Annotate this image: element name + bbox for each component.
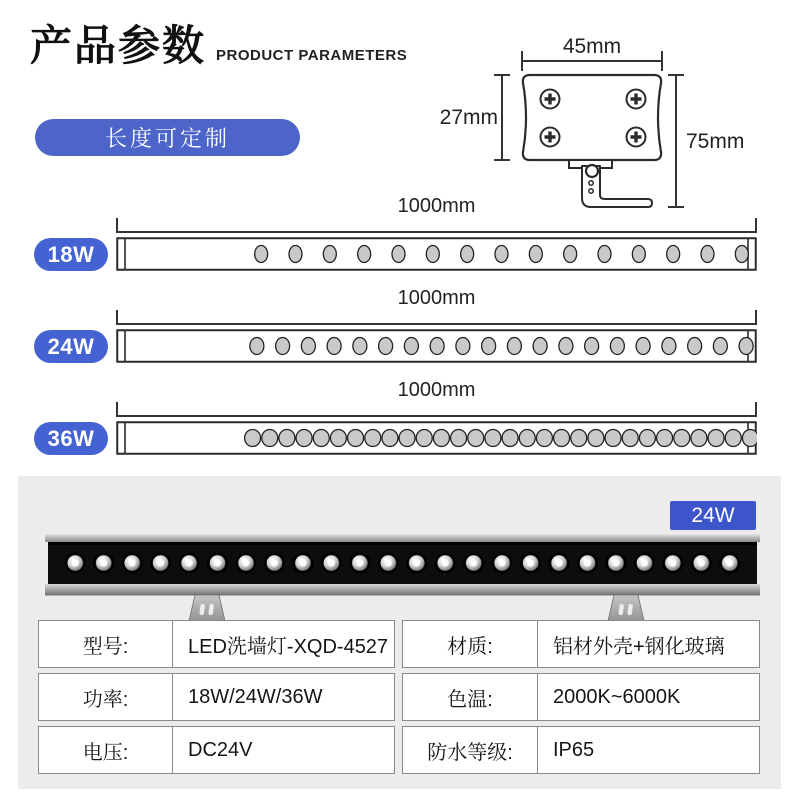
table-row [38,620,395,668]
pivot-joint [586,165,598,177]
photo-wattage-badge: 24W [670,501,756,530]
spec-label-power: 功率: [39,674,173,720]
spec-label-waterproof: 防水等级: [403,727,538,773]
page-title: 产品参数 [30,22,207,69]
spec-value-power: 18W/24W/36W [188,685,323,708]
photo-bottom-rail [45,584,760,594]
spec-value-voltage: DC24V [188,738,253,761]
led-bar-diagram-18w [116,237,757,271]
spec-value-model: LED洗墙灯-XQD-4527 [188,635,389,658]
body-height-dimension-label: 27mm [440,106,498,129]
dimension-line [116,218,757,233]
wattage-badge-24w: 24W [34,330,108,363]
length-dimension-18w [116,195,757,233]
length-customizable-pill: 长度可定制 [35,119,300,156]
header [30,22,407,70]
spec-table-right [402,620,760,779]
length-label: 1000mm [397,287,476,309]
wattage-badge-36w: 36W [34,422,108,455]
total-height-dimension-line [668,75,684,207]
spec-label-color-temp: 色温: [403,674,538,720]
spec-label-voltage: 电压: [39,727,173,773]
length-dimension-36w [116,379,757,417]
product-photo-panel [18,476,781,789]
spec-value-color-temp: 2000K~6000K [553,685,681,708]
width-dimension-label: 45mm [562,35,622,58]
led-bar-diagram-36w [116,421,757,455]
dimension-line [116,402,757,417]
dimension-line [116,310,757,325]
length-dimension-24w [116,287,757,325]
spec-value-waterproof: IP65 [553,738,595,761]
spec-label-material: 材质: [403,621,538,667]
length-label: 1000mm [397,195,476,217]
spec-value-material: 铝材外壳+钢化玻璃 [553,635,725,658]
table-row [38,673,395,721]
wattage-badge-18w: 18W [34,238,108,271]
spec-label-model: 型号: [39,621,173,667]
photo-top-rail [45,533,760,542]
total-height-dimension-label: 75mm [686,130,745,153]
table-row [402,673,760,721]
led-bar-diagram-24w [116,329,757,363]
lamp-body-outline [523,75,661,160]
page-subtitle: PRODUCT PARAMETERS [216,47,408,65]
table-row [402,620,760,668]
length-label: 1000mm [397,379,476,401]
dimension-drawing [440,20,790,220]
table-row [402,726,760,774]
table-row [38,726,395,774]
spec-table-left [38,620,395,779]
product-photo [45,533,760,629]
